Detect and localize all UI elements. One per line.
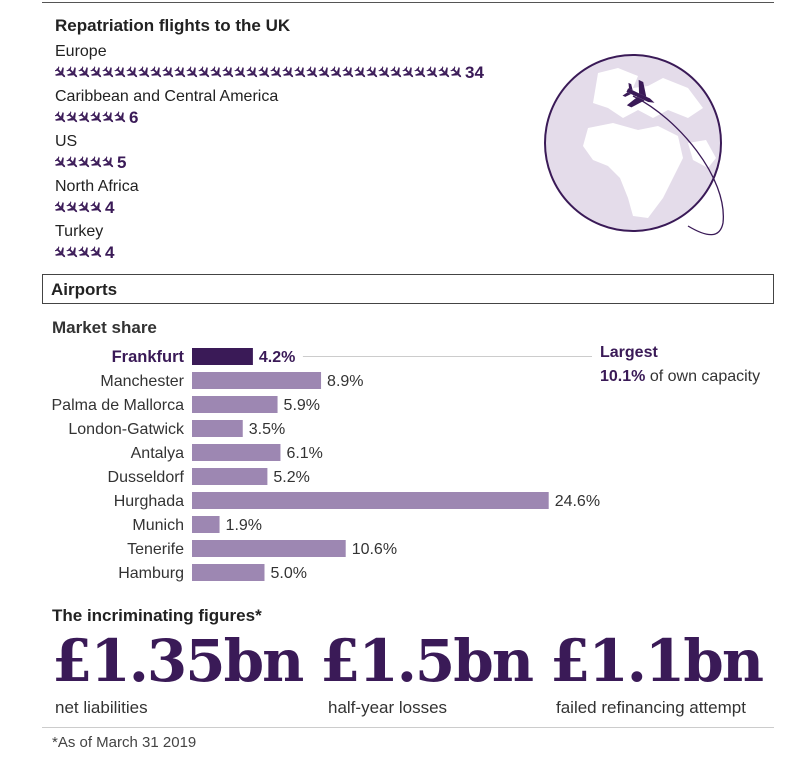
bar-value-label: 5.9% [283,397,321,414]
bar-value-label: 5.2% [273,469,310,486]
plane-icon [317,65,334,81]
plane-icon [353,65,370,81]
plane-icon [125,65,142,81]
bar-value-label: 8.9% [327,373,364,390]
flight-label-europe: Europe [55,43,107,60]
flight-count: 6 [129,108,139,127]
plane-icon [77,200,94,216]
plane-icon [65,245,82,261]
figures-title: The incriminating figures* [52,606,262,625]
plane-icon [365,65,382,81]
plane-icon [437,65,454,81]
flight-label-caribbean: Caribbean and Central America [55,88,279,105]
flight-row-caribbean [55,108,138,128]
plane-icon [101,65,118,81]
plane-icon [77,155,94,171]
bar-value-label: 6.1% [286,445,323,462]
airports-heading: Airports [51,280,118,299]
globe-icon [538,48,738,248]
plane-icon [341,65,358,81]
plane-icon [89,245,103,261]
plane-icon [137,65,154,81]
callout-value: 10.1% [600,368,646,385]
plane-icon [55,110,69,126]
plane-icons [55,110,127,126]
callout-text [600,368,760,386]
bar [192,444,280,461]
plane-icon [65,65,82,81]
plane-icons [55,155,115,171]
plane-icon [55,155,69,171]
figure-half-year-losses-value: £1.5bn [320,627,532,695]
plane-icons [55,200,103,216]
flights-title: Repatriation flights to the UK [55,16,291,35]
plane-icon [197,65,214,81]
flight-label-turkey: Turkey [55,223,104,240]
plane-icon [101,155,115,171]
callout-title: Largest [600,344,658,361]
plane-icon [77,110,94,126]
bar-value-label: 3.5% [248,421,286,438]
plane-icon [55,200,69,216]
plane-icon [413,65,430,81]
flight-count: 4 [105,243,115,262]
plane-icon [245,65,262,81]
figure-refinancing-caption: failed refinancing attempt [556,698,746,717]
bar-value-label: 5.0% [270,565,307,582]
bar-category-label: Palma de Mallorca [51,397,184,414]
flight-row-europe [55,63,484,83]
figure-net-liabilities-caption: net liabilities [55,698,148,717]
flight-row-us [55,153,126,173]
bar [192,516,220,533]
bar-category-label: Manchester [100,373,184,390]
plane-icon [329,65,346,81]
plane-icon [149,65,166,81]
plane-icon [185,65,202,81]
plane-icons [55,65,463,81]
plane-icon [233,65,250,81]
airports-header [42,274,774,304]
bottom-rule [42,727,774,728]
bar-category-label: Hurghada [113,493,184,510]
plane-icon [389,65,406,81]
flight-count: 5 [117,153,127,172]
flight-count: 34 [465,63,484,82]
plane-icon [377,65,394,81]
flight-label-us: US [55,133,78,150]
plane-icon [269,65,286,81]
bar [192,420,243,437]
plane-icon [113,110,127,126]
plane-icon [293,65,310,81]
flight-row-turkey [55,243,114,263]
bar [192,396,278,413]
bar-category-label: Hamburg [118,565,184,582]
plane-icon [89,155,106,171]
bar [192,372,321,389]
flight-label-north-africa: North Africa [55,178,139,195]
flight-row-north-africa [55,198,114,218]
plane-icon [65,200,82,216]
plane-icon [221,65,238,81]
figure-net-liabilities-value: £1.35bn [52,627,303,695]
plane-icon [101,110,118,126]
bar-category-label: Frankfurt [111,348,184,366]
plane-icon [77,65,94,81]
bar-category-label: Munich [132,517,184,534]
bar-value-label: 10.6% [351,541,398,558]
plane-icon [113,65,130,81]
plane-icon [305,65,322,81]
plane-icon [65,155,82,171]
top-rule [42,2,774,3]
plane-icons [55,245,103,261]
plane-icon [257,65,274,81]
bar-value-label: 1.9% [225,517,263,534]
bar-category-label: London-Gatwick [68,421,184,438]
callout-description: of own capacity [649,368,761,385]
plane-icon [209,65,226,81]
bar-value-label: 4.2% [258,349,296,366]
plane-icon [89,65,106,81]
plane-icon [161,65,178,81]
bar-category-label: Dusseldorf [107,469,184,486]
footnote: *As of March 31 2019 [52,734,197,751]
plane-icon [401,65,418,81]
plane-icon [173,65,190,81]
bar [192,348,253,365]
plane-icon [55,245,69,261]
figure-half-year-losses-caption: half-year losses [328,698,448,717]
flight-count: 4 [105,198,115,217]
plane-icon [77,245,94,261]
plane-icon [281,65,298,81]
figure-refinancing-value: £1.1bn [550,627,762,695]
bar-value-label: 24.6% [554,493,601,510]
bar [192,468,267,485]
plane-icon [449,65,463,81]
bar [192,492,549,509]
plane-icon [55,65,69,81]
plane-icon [65,110,82,126]
bar-category-label: Antalya [130,445,184,462]
bar [192,540,346,557]
plane-icon [89,200,103,216]
plane-icon [89,110,106,126]
plane-icon [425,65,442,81]
market-share-title: Market share [52,318,157,337]
bar-category-label: Tenerife [127,541,184,558]
bar [192,564,265,581]
